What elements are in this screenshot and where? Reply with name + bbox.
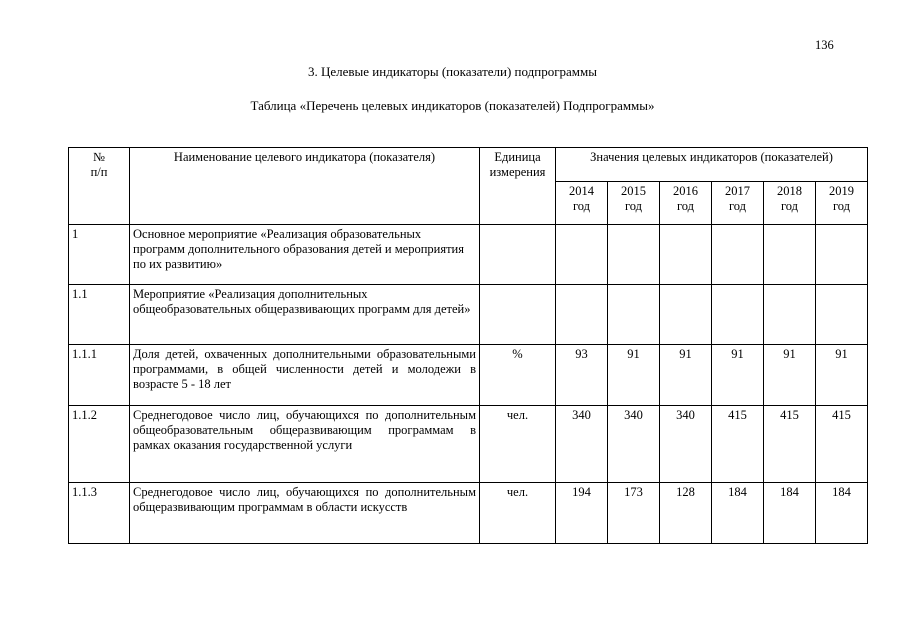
page-number: 136 xyxy=(815,38,834,52)
header-year xyxy=(816,182,868,225)
header-year xyxy=(556,182,608,225)
header-year xyxy=(660,182,712,225)
row-number: 1.1 xyxy=(69,285,130,345)
row-indicator-name: Среднегодовое число лиц, обучающихся по дополнительным общеразвивающим программам в области искусств xyxy=(130,483,480,544)
row-number: 1.1.3 xyxy=(69,483,130,544)
row-number: 1.1.2 xyxy=(69,406,130,483)
table-row xyxy=(69,406,868,483)
row-indicator-name: Среднегодовое число лиц, обучающихся по дополнительным общеобразовательным общеразвивающим программам в рамках оказания государственной услуги xyxy=(130,406,480,483)
header-year xyxy=(764,182,816,225)
row-value: 340 xyxy=(556,406,608,483)
row-value xyxy=(764,285,816,345)
header-number-line1: № xyxy=(93,150,105,164)
table-caption: Таблица «Перечень целевых индикаторов (показателей) Подпрограммы» xyxy=(250,98,655,113)
row-indicator-name: Доля детей, охваченных дополнительными образовательными программами, в общей численности детей и молодежи в возрасте 5 - 18 лет xyxy=(130,345,480,406)
header-number-line2: п/п xyxy=(90,165,108,179)
row-value: 415 xyxy=(816,406,868,483)
header-values-group: Значения целевых индикаторов (показателей) xyxy=(556,148,868,182)
row-number: 1.1.1 xyxy=(69,345,130,406)
header-year-suffix: год xyxy=(572,199,591,214)
header-year-suffix: год xyxy=(728,199,747,214)
header-unit xyxy=(480,148,556,225)
header-year-suffix: год xyxy=(676,199,695,214)
row-value: 91 xyxy=(608,345,660,406)
header-unit-line1: Единица xyxy=(494,150,541,164)
row-value xyxy=(660,285,712,345)
row-value: 194 xyxy=(556,483,608,544)
header-year-number: 2016 xyxy=(673,184,698,199)
row-value: 91 xyxy=(660,345,712,406)
header-indicator-name: Наименование целевого индикатора (показателя) xyxy=(130,148,480,225)
row-value: 340 xyxy=(608,406,660,483)
header-year xyxy=(608,182,660,225)
table-row xyxy=(69,483,868,544)
row-unit: % xyxy=(480,345,556,406)
row-value: 91 xyxy=(764,345,816,406)
row-value: 173 xyxy=(608,483,660,544)
row-value xyxy=(556,285,608,345)
row-value xyxy=(608,225,660,285)
row-value xyxy=(816,285,868,345)
row-value: 91 xyxy=(712,345,764,406)
row-value: 91 xyxy=(816,345,868,406)
table-header-row xyxy=(69,148,868,182)
row-unit xyxy=(480,225,556,285)
row-indicator-name: Мероприятие «Реализация дополнительных общеобразовательных общеразвивающих программ для детей» xyxy=(130,285,480,345)
header-year-number: 2015 xyxy=(621,184,646,199)
header-year-number: 2017 xyxy=(725,184,750,199)
row-value: 184 xyxy=(764,483,816,544)
row-unit xyxy=(480,285,556,345)
header-number xyxy=(69,148,130,225)
row-value xyxy=(712,225,764,285)
header-year-number: 2018 xyxy=(777,184,802,199)
row-value: 415 xyxy=(712,406,764,483)
row-value: 93 xyxy=(556,345,608,406)
row-value: 415 xyxy=(764,406,816,483)
indicators-table xyxy=(68,147,868,544)
header-year-number: 2014 xyxy=(569,184,594,199)
header-year xyxy=(712,182,764,225)
row-value: 128 xyxy=(660,483,712,544)
table-row xyxy=(69,345,868,406)
row-value xyxy=(816,225,868,285)
row-value: 340 xyxy=(660,406,712,483)
row-value xyxy=(608,285,660,345)
row-value xyxy=(764,225,816,285)
row-indicator-name: Основное мероприятие «Реализация образовательных программ дополнительного образования детей и мероприятия по их развитию» xyxy=(130,225,480,285)
row-unit: чел. xyxy=(480,483,556,544)
section-title: 3. Целевые индикаторы (показатели) подпрограммы xyxy=(307,64,597,79)
row-value: 184 xyxy=(816,483,868,544)
table-row xyxy=(69,285,868,345)
row-value: 184 xyxy=(712,483,764,544)
header-year-number: 2019 xyxy=(829,184,854,199)
row-number: 1 xyxy=(69,225,130,285)
row-unit: чел. xyxy=(480,406,556,483)
row-value xyxy=(712,285,764,345)
header-unit-line2: измерения xyxy=(489,165,546,179)
header-year-suffix: год xyxy=(832,199,851,214)
header-year-suffix: год xyxy=(624,199,643,214)
table-row xyxy=(69,225,868,285)
row-value xyxy=(660,225,712,285)
row-value xyxy=(556,225,608,285)
header-year-suffix: год xyxy=(780,199,799,214)
